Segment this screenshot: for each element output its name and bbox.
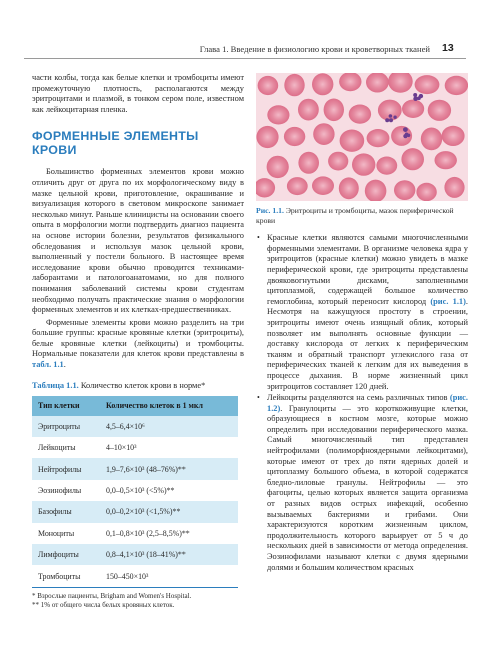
cell-type: Моноциты (32, 523, 100, 544)
table-row (32, 501, 238, 522)
erythrocyte (312, 176, 334, 195)
cell-count: 0,0–0,5×10³ (<5%)** (100, 480, 238, 501)
table-bottom-rule (32, 587, 238, 588)
erythrocyte (376, 157, 397, 175)
erythrocyte (352, 153, 375, 175)
table-row (32, 480, 238, 501)
table-row (32, 565, 238, 586)
platelet (413, 93, 417, 97)
erythrocyte (428, 100, 451, 121)
figure-reference-link[interactable]: (рис. 1.2) (267, 393, 468, 413)
erythrocyte (421, 128, 442, 151)
figure-caption-text: Эритроциты и тромбоциты, мазок периферической крови (256, 206, 454, 225)
footnote-2: ** 1% от общего числа белых кровяных клеток. (32, 600, 175, 609)
erythrocyte (394, 180, 415, 200)
table-caption-label: Таблица 1.1. (32, 380, 79, 390)
erythrocyte (367, 129, 390, 147)
bullet-1-text: Красные клетки являются самыми многочисленными форменными элементами. В организме человека ядра у эритроцитов (красные клетки) можно увидеть в мазке периферической крови, где эритроциты представлены двояковогнутыми дисками, заполненными цитоплазмой, содержащей большое количество гемоглобина, который переносит кислород (267, 233, 468, 306)
table-header-row (32, 396, 238, 416)
erythrocyte (340, 130, 365, 152)
cell-type: Эритроциты (32, 416, 100, 437)
cell-type: Эозинофилы (32, 480, 100, 501)
erythrocyte (324, 99, 344, 122)
cell-type: Лимфоциты (32, 544, 100, 565)
erythrocyte (267, 156, 289, 178)
erythrocyte (267, 105, 289, 124)
erythrocyte (284, 127, 305, 146)
erythrocyte (442, 126, 465, 146)
running-head: Глава 1. Введение в физиологию крови и кроветворных тканей (199, 44, 430, 54)
bullet-erythrocytes (256, 233, 468, 392)
bullet-2-text: Лейкоциты разделяются на семь различных типов (267, 393, 450, 403)
cell-count: 4,5–6,4×10⁶ (100, 416, 238, 437)
cell-count: 0,0–0,2×10³ (<1,5%)** (100, 501, 238, 522)
bullet-1-end: . Несмотря на кажущуюся простоту в строении, эритроциты имеют очень изящный облик, который позволяет им выполнять основные функции — доставку кислорода от легких к периферическим тканям и обратный транспорт углекислого газа от периферических тканей к легким для их выведения в процессе дыхания. В норме жизненный цикл эритроцитов составляет 120 дней. (267, 296, 468, 391)
page-number: 13 (442, 42, 454, 54)
erythrocyte (349, 105, 371, 124)
platelet (389, 118, 393, 122)
erythrocyte (339, 177, 359, 199)
footnote-1: * Взрослые пациенты, Brigham and Women's Hospital. (32, 591, 192, 600)
platelet (393, 116, 396, 119)
blood-smear-image (256, 73, 468, 201)
paragraph-morphology: Большинство форменных элементов крови можно отличить друг от друга по их морфологическому виду в мазке цельной крови, приготовление, окрашивание и визуализация которого в световом микроскопе занимает несколько минут. Раньше клиницисты на основании своего опыта в морфологии могли подтвердить диагноз пациента на основе истории болезни, результатов физикального обследования и используя мазок цельной крови, выполненный у постели больного. В настоящее время исследование крови обычно проводится техниками-лаборантами и патологоанатомами, но для полного понимания заболеваний системы крови студентам необходимо получать практические знания о морфологии форменных элементов и их клетках-предшественниках. (32, 167, 244, 315)
cell-count: 1,9–7,6×10³ (48–76%)** (100, 458, 238, 479)
bullet-2-end: . Гранулоциты — это короткоживущие клетки, образующиеся в костном мозге, которые можно определить при исследовании периферического мазка. Самый многочисленный тип представлен нейтрофилами (полиморфноядерными лейкоцитами), которые имеют от трех до пяти ядерных долей и цитоплазму большого объема, в которой содержатся бледно-лиловые гранулы. Нейтрофилы — это фагоциты, целью которых является защита организма от разных видов острых инфекций, особенно вызываемых бактериями и грибами. Они характеризуются коротким жизненным циклом, продолжительность которого варьирует от 5 ч до нескольких дней в зависимости от метода определения. Эозинофилами называют клетки с двумя ядерными долями и большим количеством красных (267, 403, 468, 572)
figure-caption-label: Рис. 1.1. (256, 206, 284, 215)
table-reference-link[interactable]: табл. 1.1 (32, 360, 64, 370)
bullet-list (256, 233, 468, 573)
cell-type: Тромбоциты (32, 565, 100, 586)
erythrocyte (401, 148, 424, 170)
cell-count: 150–450×10³ (100, 565, 238, 586)
paragraph-groups-text: Форменные элементы крови можно разделить на три большие группы: красные кровяные клетки (эритроциты), белые кровяные клетки (лейкоциты) и тромбоциты. Нормальные показатели для клеток крови представлены в (32, 317, 244, 359)
paragraph-groups (32, 318, 244, 371)
table-footnotes (32, 592, 244, 610)
table-caption-text: Количество клеток крови в норме* (78, 380, 206, 390)
table-row (32, 458, 238, 479)
section-title: ФОРМЕННЫЕ ЭЛЕМЕНТЫ КРОВИ (32, 129, 199, 158)
erythrocyte (416, 183, 436, 201)
platelet (385, 118, 389, 122)
figure-reference-link[interactable]: (рис. 1.1) (430, 296, 466, 306)
table-header-cell: Тип клетки (32, 396, 100, 416)
platelet (419, 94, 423, 98)
bullet-dot-icon: • (257, 233, 260, 243)
erythrocyte (328, 152, 348, 171)
cell-count: 4–10×10³ (100, 437, 238, 458)
erythrocyte (312, 73, 333, 95)
erythrocyte (256, 126, 278, 148)
platelet (403, 134, 407, 138)
erythrocyte (298, 99, 319, 121)
erythrocyte (298, 152, 319, 174)
intro-paragraph: части колбы, тогда как белые клетки и тромбоциты имеют промежуточную плотность, располагаются между эритроцитами и плазмой, в тонком сером поле, известном как лейкоцитарная пленка. (32, 73, 244, 114)
table-row (32, 437, 238, 458)
blood-count-table (32, 396, 238, 587)
erythrocyte (313, 123, 334, 145)
cell-type: Лейкоциты (32, 437, 100, 458)
paragraph-groups-end: . (63, 360, 66, 370)
platelet (389, 114, 393, 118)
erythrocyte (435, 151, 457, 169)
table-row (32, 416, 238, 437)
left-column (32, 73, 244, 610)
table-caption (32, 381, 244, 391)
table-row (32, 544, 238, 565)
erythrocyte (366, 73, 389, 93)
erythrocyte (258, 76, 279, 95)
platelet (403, 127, 408, 132)
table-row (32, 523, 238, 544)
erythrocyte (415, 75, 440, 94)
erythrocyte (402, 100, 424, 118)
erythrocyte (287, 177, 308, 195)
header-rule (24, 58, 466, 59)
table-header-cell: Количество клеток в 1 мкл (100, 396, 238, 416)
bullet-dot-icon: • (257, 393, 260, 403)
erythrocyte (284, 74, 304, 96)
cell-count: 0,8–4,1×10³ (18–41%)** (100, 544, 238, 565)
erythrocyte (445, 76, 468, 95)
cell-count: 0,1–0,8×10³ (2,5–8,5%)** (100, 523, 238, 544)
cell-type: Базофилы (32, 501, 100, 522)
figure-caption (256, 206, 468, 225)
bullet-leukocytes (256, 393, 468, 573)
right-column (256, 73, 468, 574)
erythrocyte (444, 177, 464, 198)
cell-type: Нейтрофилы (32, 458, 100, 479)
